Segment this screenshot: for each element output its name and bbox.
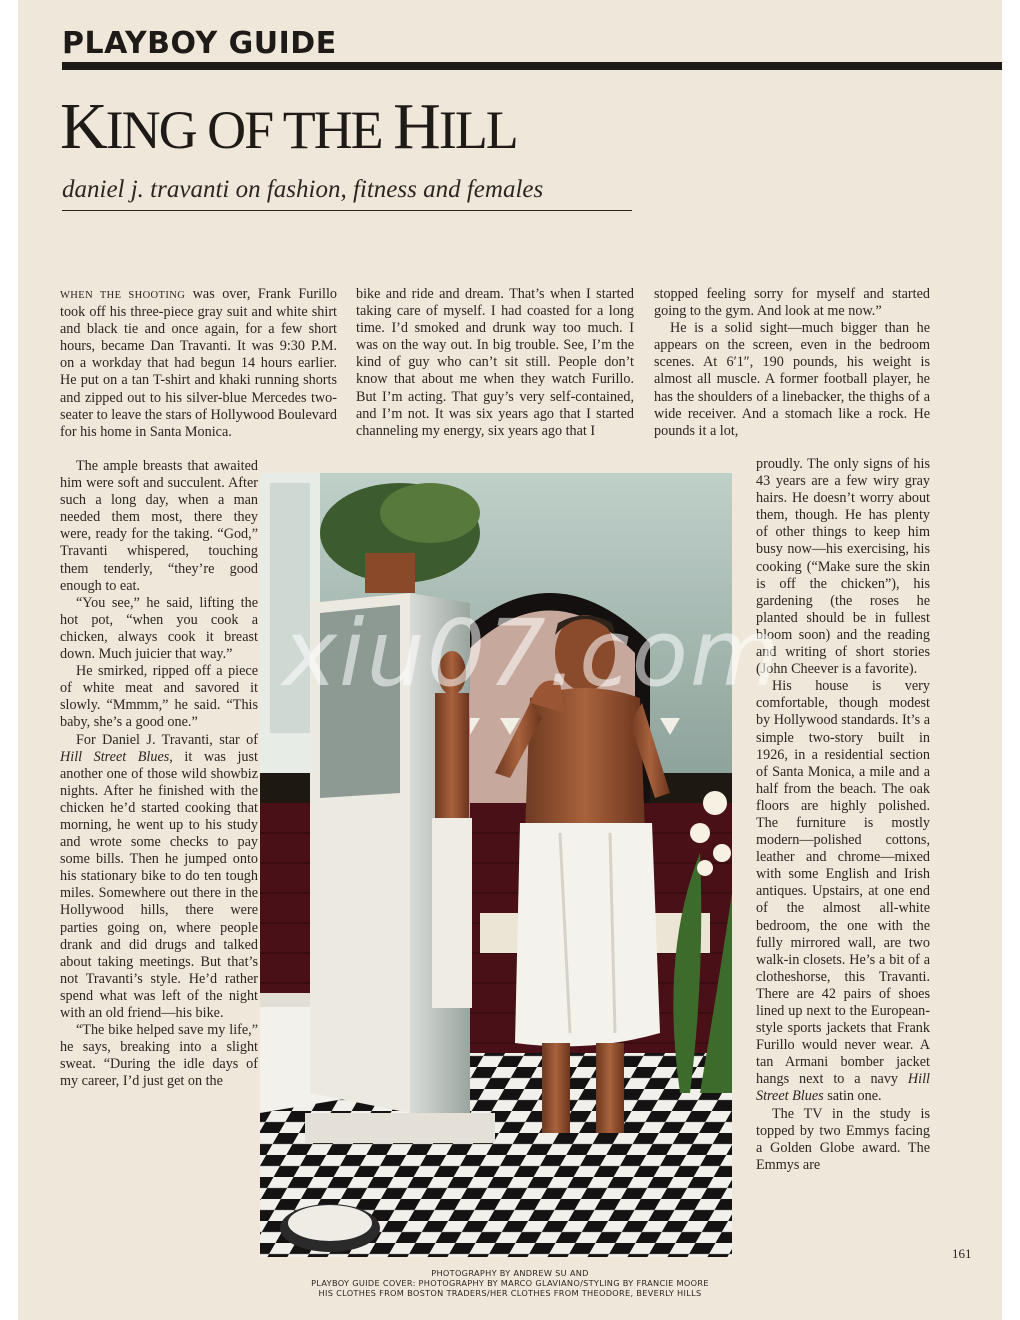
credit-line: HIS CLOTHES FROM BOSTON TRADERS/HER CLOTHES FROM THEODORE, BEVERLY HILLS bbox=[318, 1288, 702, 1298]
paragraph: He is a solid sight—much bigger than he appears on the screen, even in the bedroom scenes. At 6′1″, 190 pounds, his weight is almost all muscle. A former football player, he has the shoulders of a linebacker, the thighs of a wide receiver. And a stomach like a rock. He pounds it a lot, bbox=[654, 320, 930, 439]
paragraph-text: For Daniel J. Travanti, star of bbox=[76, 731, 258, 748]
credit-line: PLAYBOY GUIDE COVER: PHOTOGRAPHY BY MARCO GLAVIANO/STYLING BY FRANCIE MOORE bbox=[311, 1278, 709, 1288]
paragraph: The TV in the study is topped by two Emmys facing a Golden Globe award. The Emmys are bbox=[756, 1105, 930, 1173]
photo-illustration bbox=[260, 473, 732, 1257]
paragraph: bike and ride and dream. That’s when I started taking care of myself. I had coasted for a long time. I’d smoked and drunk way too much. I was on the way out. In big trouble. See, I’m the kind of guy who can’t sit still. People don’t know that about me when they watch Furillo. But I’m acting. That guy’s very self-contained, and I’m not. It was six years ago that I started channeling my energy, six years ago that I bbox=[356, 286, 634, 439]
article-column-2 bbox=[356, 286, 634, 440]
paragraph: “You see,” he said, lifting the hot pot, “when you cook a chicken, always cook it breast down. Much juicier that way.” bbox=[60, 594, 258, 663]
paragraph: stopped feeling sorry for myself and started going to the gym. And look at me now.” bbox=[654, 286, 930, 320]
deck-subtitle: daniel j. travanti on fashion, fitness and females bbox=[62, 176, 544, 203]
headline-initial-h: H bbox=[393, 90, 439, 163]
paragraph bbox=[60, 286, 337, 441]
lead-in: WHEN THE SHOOTING bbox=[60, 290, 186, 301]
article-column-1-top bbox=[60, 286, 337, 441]
paragraph-text: , it was just another one of those wild showbiz nights. After he finished with the chicken he’d started cooking that morning, he went up to his study and wrote some checks to pay some bills. Then he jumped onto his stationary bike to do ten tough miles. Somewhere out there in the Hollywood hills, there were parties going on, where people drank and did drugs and talked about taking meetings. But that’s not Travanti’s style. He’d rather spend what was left of the night with an old friend—his bike. bbox=[60, 748, 258, 1021]
paragraph: “The bike helped save my life,” he says, breaking into a slight sweat. “During the idle days of my career, I’d just get on the bbox=[60, 1022, 258, 1090]
paragraph: proudly. The only signs of his 43 years are a few wiry gray hairs. He doesn’t worry about them, though. He has plenty of other things to keep him busy now—his exercising, his cooking (“Make sure the skin is off the chicken”), his gardening (the roses he planted should be in fullest bloom soon) and the reading and writing of short stories (John Cheever is a favorite). bbox=[756, 456, 930, 678]
headline-part-1: ING OF THE bbox=[105, 100, 394, 160]
header-rule bbox=[62, 62, 1002, 70]
page-number: 161 bbox=[952, 1246, 972, 1261]
show-title: Hill Street Blues bbox=[60, 748, 170, 765]
paragraph-text: His house is very comfortable, though modest by Hollywood standards. It’s a simple two-story built in 1926, in a residential section of Santa Monica, a mile and a half from the beach. The oak floors are highly polished. The furniture is mostly modern—polished cottons, leather and chrome—mixed with some English and Irish antiques. Upstairs, at one end of the almost all-white bedroom, the one with the fully mirrored wall, are two walk-in closets. He’s a bit of a clotheshorse, this Travanti. There are 42 pairs of shoes lined up next to the European-style sports jackets that Frank Furillo would never wear. A tan Armani bomber jacket hangs next to a navy bbox=[756, 678, 930, 1088]
credit-line: PHOTOGRAPHY BY ANDREW SU AND bbox=[431, 1268, 589, 1278]
paragraph: The ample breasts that awaited him were soft and succulent. After such a long day, when a man needed them most, there they were, ready for the taking. “God,” Travanti whispered, touching them tenderly, “they’re good enough to eat. bbox=[60, 458, 258, 594]
deck-rule bbox=[62, 210, 632, 211]
section-label: PLAYBOY GUIDE bbox=[62, 26, 337, 61]
paragraph bbox=[60, 732, 258, 1023]
article-column-3-top bbox=[654, 286, 930, 440]
headline-initial-k: K bbox=[60, 90, 106, 163]
paragraph-text: was over, Frank Furillo took off his three-piece gray suit and white shirt and black tie and once again, for a few short hours, became Dan Travanti. It was 9:30 P.M. on a workday that had begun 14 hours earlier. He put on a tan T-shirt and khaki running shorts and zipped out to his silver-blue Mercedes two-seater to leave the stars of Hollywood Boulevard for his home in Santa Monica. bbox=[60, 286, 337, 440]
article-column-3-narrow bbox=[756, 456, 930, 1174]
magazine-page bbox=[18, 0, 1002, 1320]
headline-part-2: ILL bbox=[438, 100, 517, 160]
article-column-1-narrow bbox=[60, 458, 258, 1090]
photo-credits bbox=[18, 1268, 1002, 1298]
paragraph: He smirked, ripped off a piece of white meat and savored it slowly. “Mmmm,” he said. “This baby, she’s a good one.” bbox=[60, 663, 258, 731]
watermark: xiu07.com bbox=[282, 600, 782, 707]
headline bbox=[60, 90, 517, 167]
paragraph-text: satin one. bbox=[823, 1088, 882, 1105]
show-title: Hill Street Blues bbox=[756, 1071, 930, 1105]
paragraph bbox=[756, 678, 930, 1105]
bathroom-photo bbox=[260, 473, 732, 1257]
